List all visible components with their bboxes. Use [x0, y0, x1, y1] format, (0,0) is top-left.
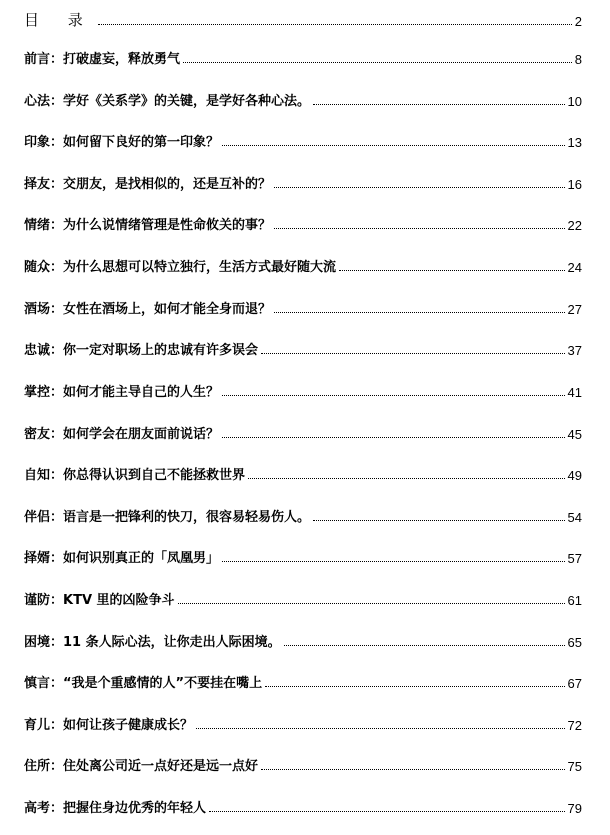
dot-leader	[261, 769, 565, 770]
toc-entry[interactable]	[24, 298, 582, 316]
dot-leader	[222, 561, 565, 562]
toc-entry-text: 情绪：为什么说情绪管理是性命攸关的事？	[24, 218, 272, 234]
dot-leader	[178, 603, 565, 604]
dot-leader	[248, 478, 565, 479]
toc-entry[interactable]	[24, 714, 582, 732]
dot-leader	[222, 145, 565, 146]
dot-leader	[284, 645, 565, 646]
toc-entry-text: 自知：你总得认识到自己不能拯救世界	[24, 468, 246, 484]
toc-entry-page-number: 61	[567, 592, 582, 608]
toc-entry-page-number: 13	[567, 135, 582, 151]
dot-leader	[274, 312, 565, 313]
dot-leader	[183, 62, 572, 63]
toc-entry-text: 随众：为什么思想可以特立独行，生活方式最好随大流	[24, 260, 337, 276]
toc-entry-text: 印象：如何留下良好的第一印象？	[24, 135, 220, 151]
toc-title-page-number: 2	[574, 14, 582, 29]
toc-title: 目 录	[24, 11, 95, 29]
toc-entry-page-number: 75	[567, 759, 582, 775]
toc-entry-page-number: 41	[567, 384, 582, 400]
toc-entry-text: 掌控：如何才能主导自己的人生？	[24, 384, 220, 400]
toc-entry-page-number: 79	[567, 801, 582, 816]
toc-entry-text: 忠诚：你一定对职场上的忠诚有许多误会	[24, 343, 259, 359]
dot-leader	[274, 228, 565, 229]
toc-entry[interactable]	[24, 381, 582, 399]
toc-entry[interactable]	[24, 797, 582, 815]
dot-leader	[209, 811, 565, 812]
toc-entry-text: 心法：学好《关系学》的关键，是学好各种心法。	[24, 93, 311, 109]
toc-entry[interactable]	[24, 256, 582, 274]
dot-leader	[274, 187, 565, 188]
toc-entry[interactable]	[24, 506, 582, 524]
toc-entry-page-number: 10	[567, 93, 582, 109]
dot-leader	[261, 353, 565, 354]
toc-entry-page-number: 57	[567, 551, 582, 567]
toc-entry-page-number: 67	[567, 676, 582, 692]
toc-entry-page-number: 16	[567, 176, 582, 192]
toc-entry[interactable]	[24, 173, 582, 191]
toc-entry-text: 前言：打破虚妄，释放勇气	[24, 52, 181, 67]
toc-entry-text: 择婿：如何识别真正的「凤凰男」	[24, 551, 220, 567]
toc-entry-page-number: 37	[567, 343, 582, 359]
toc-entry[interactable]	[24, 547, 582, 565]
toc-entry[interactable]	[24, 131, 582, 149]
toc-entry[interactable]	[24, 214, 582, 232]
toc-entry[interactable]	[24, 589, 582, 607]
dot-leader	[222, 437, 565, 438]
toc-entry-page-number: 8	[574, 52, 582, 67]
toc-entry-page-number: 22	[567, 218, 582, 234]
toc-entry[interactable]	[24, 672, 582, 690]
toc-entry-text: 谨防：KTV 里的凶险争斗	[24, 592, 175, 608]
toc-entry[interactable]	[24, 339, 582, 357]
toc-entry[interactable]	[24, 423, 582, 441]
toc-entry-text: 困境：11 条人际心法，让你走出人际困境。	[24, 634, 281, 650]
toc-entry-text: 酒场：女性在酒场上，如何才能全身而退？	[24, 301, 272, 317]
toc-entry[interactable]	[24, 755, 582, 773]
toc-entry-text: 择友：交朋友，是找相似的，还是互补的？	[24, 176, 272, 192]
dot-leader	[98, 24, 572, 25]
dot-leader	[265, 686, 564, 687]
dot-leader	[196, 728, 565, 729]
toc-entry-page-number: 45	[567, 426, 582, 442]
toc-entry[interactable]	[24, 631, 582, 649]
toc-entry-text: 密友：如何学会在朋友面前说话？	[24, 426, 220, 442]
toc-entry-page-number: 24	[567, 260, 582, 276]
toc-entry-page-number: 65	[567, 634, 582, 650]
toc-entry[interactable]	[24, 90, 582, 108]
toc-entry[interactable]	[24, 464, 582, 482]
dot-leader	[313, 104, 565, 105]
toc-entry-page-number: 54	[567, 509, 582, 525]
toc-entry-page-number: 72	[567, 717, 582, 733]
dot-leader	[222, 395, 565, 396]
toc-entry-text: 高考：把握住身边优秀的年轻人	[24, 801, 207, 816]
toc-entry[interactable]	[24, 48, 582, 66]
dot-leader	[313, 520, 565, 521]
toc-entry-text: 伴侣：语言是一把锋利的快刀，很容易轻易伤人。	[24, 509, 311, 525]
toc-entry-text: 慎言：“我是个重感情的人”不要挂在嘴上	[24, 676, 263, 692]
toc-entry-page-number: 49	[567, 468, 582, 484]
toc-entry-page-number: 27	[567, 301, 582, 317]
dot-leader	[339, 270, 565, 271]
toc-title-row	[24, 8, 582, 28]
toc-entry-text: 住所：住处离公司近一点好还是远一点好	[24, 759, 259, 775]
toc-entry-text: 育儿：如何让孩子健康成长？	[24, 717, 194, 733]
